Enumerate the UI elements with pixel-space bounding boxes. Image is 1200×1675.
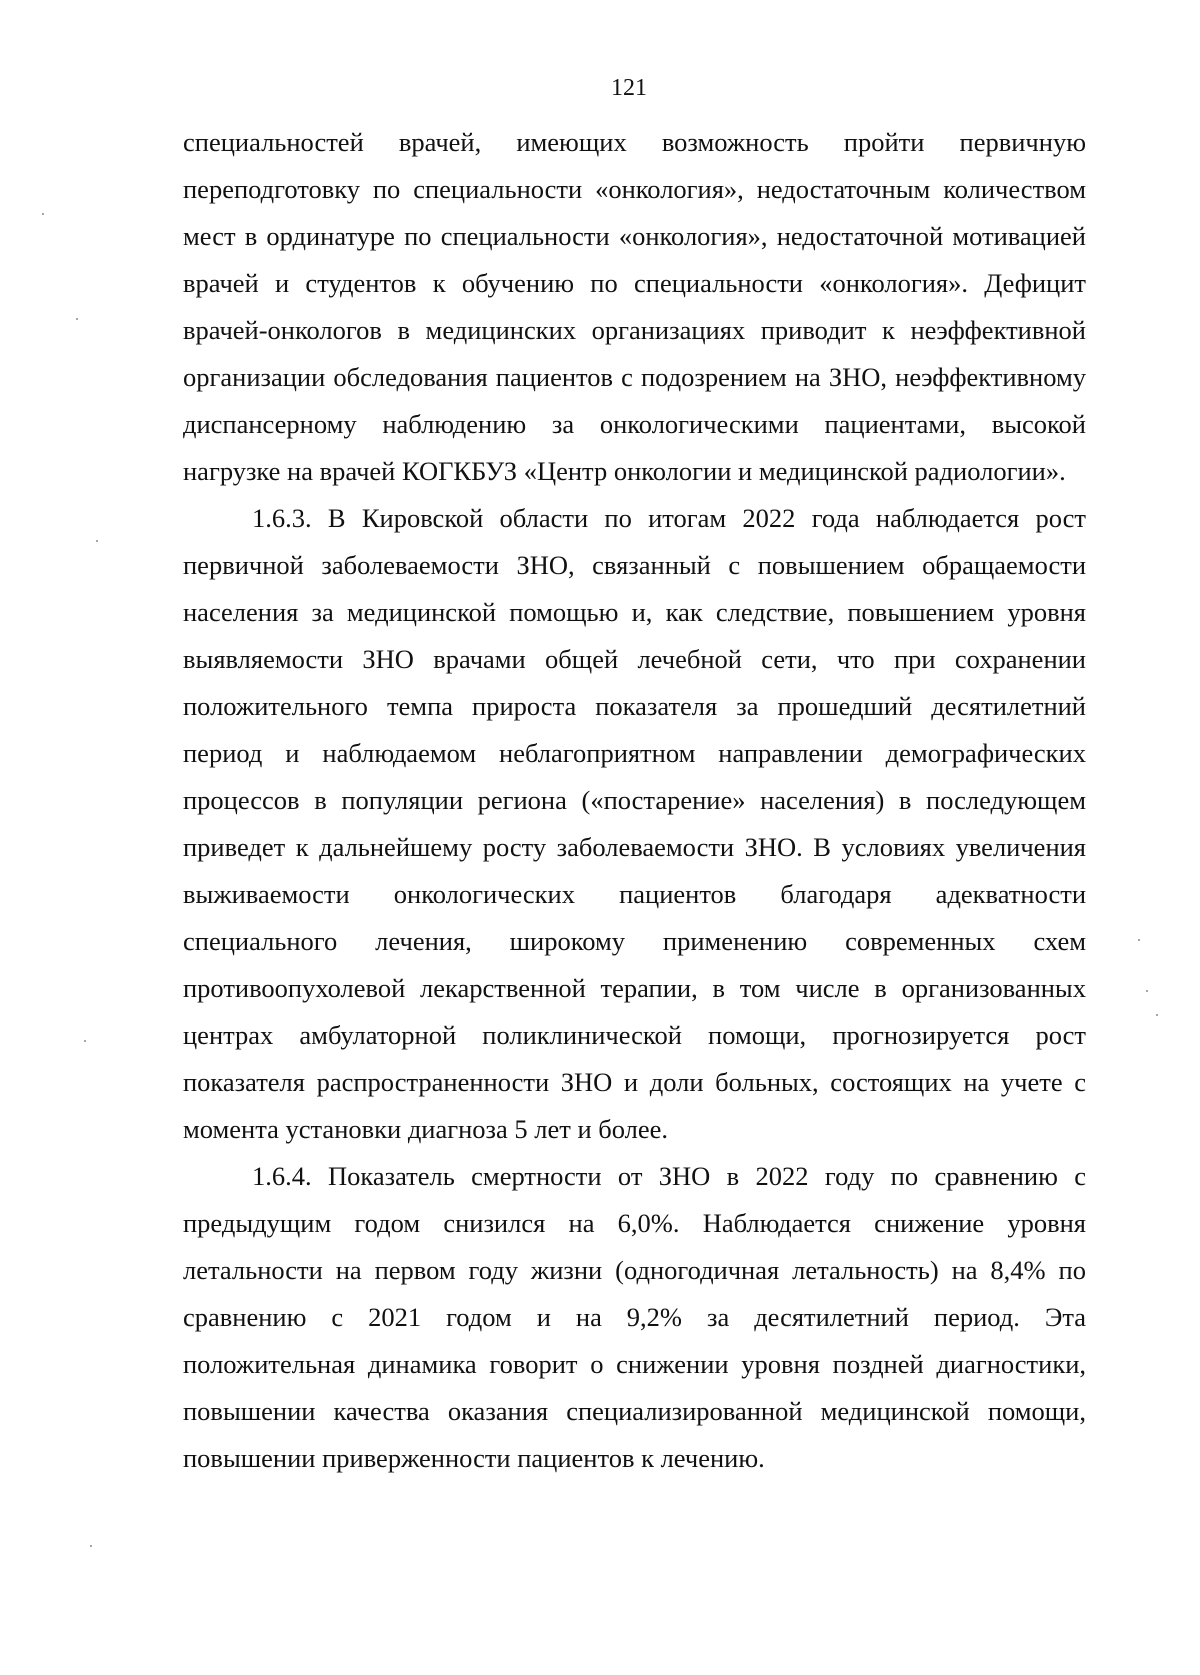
text-line: период и наблюдаемом неблагоприятном направлении демографических xyxy=(183,738,1086,768)
text-line: первичной заболеваемости ЗНО, связанный с повышением обращаемости xyxy=(183,550,1086,580)
text-line: сравнению с 2021 годом и на 9,2% за десятилетний период. Эта xyxy=(183,1302,1086,1332)
text-line: положительного темпа прироста показателя за прошедший десятилетний xyxy=(183,691,1086,721)
text-line: врачей и студентов к обучению по специальности «онкология». Дефицит xyxy=(183,268,1086,298)
scan-speck xyxy=(90,1545,92,1547)
text-line: 1.6.3. В Кировской области по итогам 2022 года наблюдается рост xyxy=(252,503,1086,533)
text-line: противоопухолевой лекарственной терапии, в том числе в организованных xyxy=(183,973,1086,1003)
page-number: 121 xyxy=(611,75,647,101)
text-line: специальностей врачей, имеющих возможность пройти первичную xyxy=(183,127,1086,157)
text-line: специального лечения, широкому применению современных схем xyxy=(183,926,1086,956)
text-line: приведет к дальнейшему росту заболеваемости ЗНО. В условиях увеличения xyxy=(183,832,1086,862)
text-line: мест в ординатуре по специальности «онкология», недостаточной мотивацией xyxy=(183,221,1086,251)
text-line: центрах амбулаторной поликлинической помощи, прогнозируется рост xyxy=(183,1020,1086,1050)
scan-speck xyxy=(1156,1014,1158,1016)
text-line: процессов в популяции региона («постарение» населения) в последующем xyxy=(183,785,1086,815)
scan-speck xyxy=(76,318,78,320)
scan-speck xyxy=(42,213,44,215)
scan-speck xyxy=(1146,990,1148,992)
text-line: выживаемости онкологических пациентов благодаря адекватности xyxy=(183,879,1086,909)
text-line: переподготовку по специальности «онкология», недостаточным количеством xyxy=(183,174,1086,204)
text-line: нагрузке на врачей КОГКБУЗ «Центр онкологии и медицинской радиологии». xyxy=(183,456,1066,486)
text-line: 1.6.4. Показатель смертности от ЗНО в 2022 году по сравнению с xyxy=(252,1161,1086,1191)
text-line: летальности на первом году жизни (одногодичная летальность) на 8,4% по xyxy=(183,1255,1086,1285)
scan-speck xyxy=(84,1040,86,1042)
text-line: показателя распространенности ЗНО и доли больных, состоящих на учете с xyxy=(183,1067,1086,1097)
text-line: повышении приверженности пациентов к лечению. xyxy=(183,1443,765,1473)
text-line: врачей-онкологов в медицинских организациях приводит к неэффективной xyxy=(183,315,1086,345)
text-line: диспансерному наблюдению за онкологическими пациентами, высокой xyxy=(183,409,1086,439)
scan-speck xyxy=(1138,939,1140,941)
text-line: выявляемости ЗНО врачами общей лечебной сети, что при сохранении xyxy=(183,644,1086,674)
body-text xyxy=(183,119,1086,1482)
text-line: момента установки диагноза 5 лет и более. xyxy=(183,1114,669,1144)
text-line: предыдущим годом снизился на 6,0%. Наблюдается снижение уровня xyxy=(183,1208,1086,1238)
text-line: организации обследования пациентов с подозрением на ЗНО, неэффективному xyxy=(183,362,1086,392)
text-line: повышении качества оказания специализированной медицинской помощи, xyxy=(183,1396,1086,1426)
text-line: населения за медицинской помощью и, как следствие, повышением уровня xyxy=(183,597,1086,627)
scan-speck xyxy=(96,540,98,542)
text-line: положительная динамика говорит о снижении уровня поздней диагностики, xyxy=(183,1349,1086,1379)
